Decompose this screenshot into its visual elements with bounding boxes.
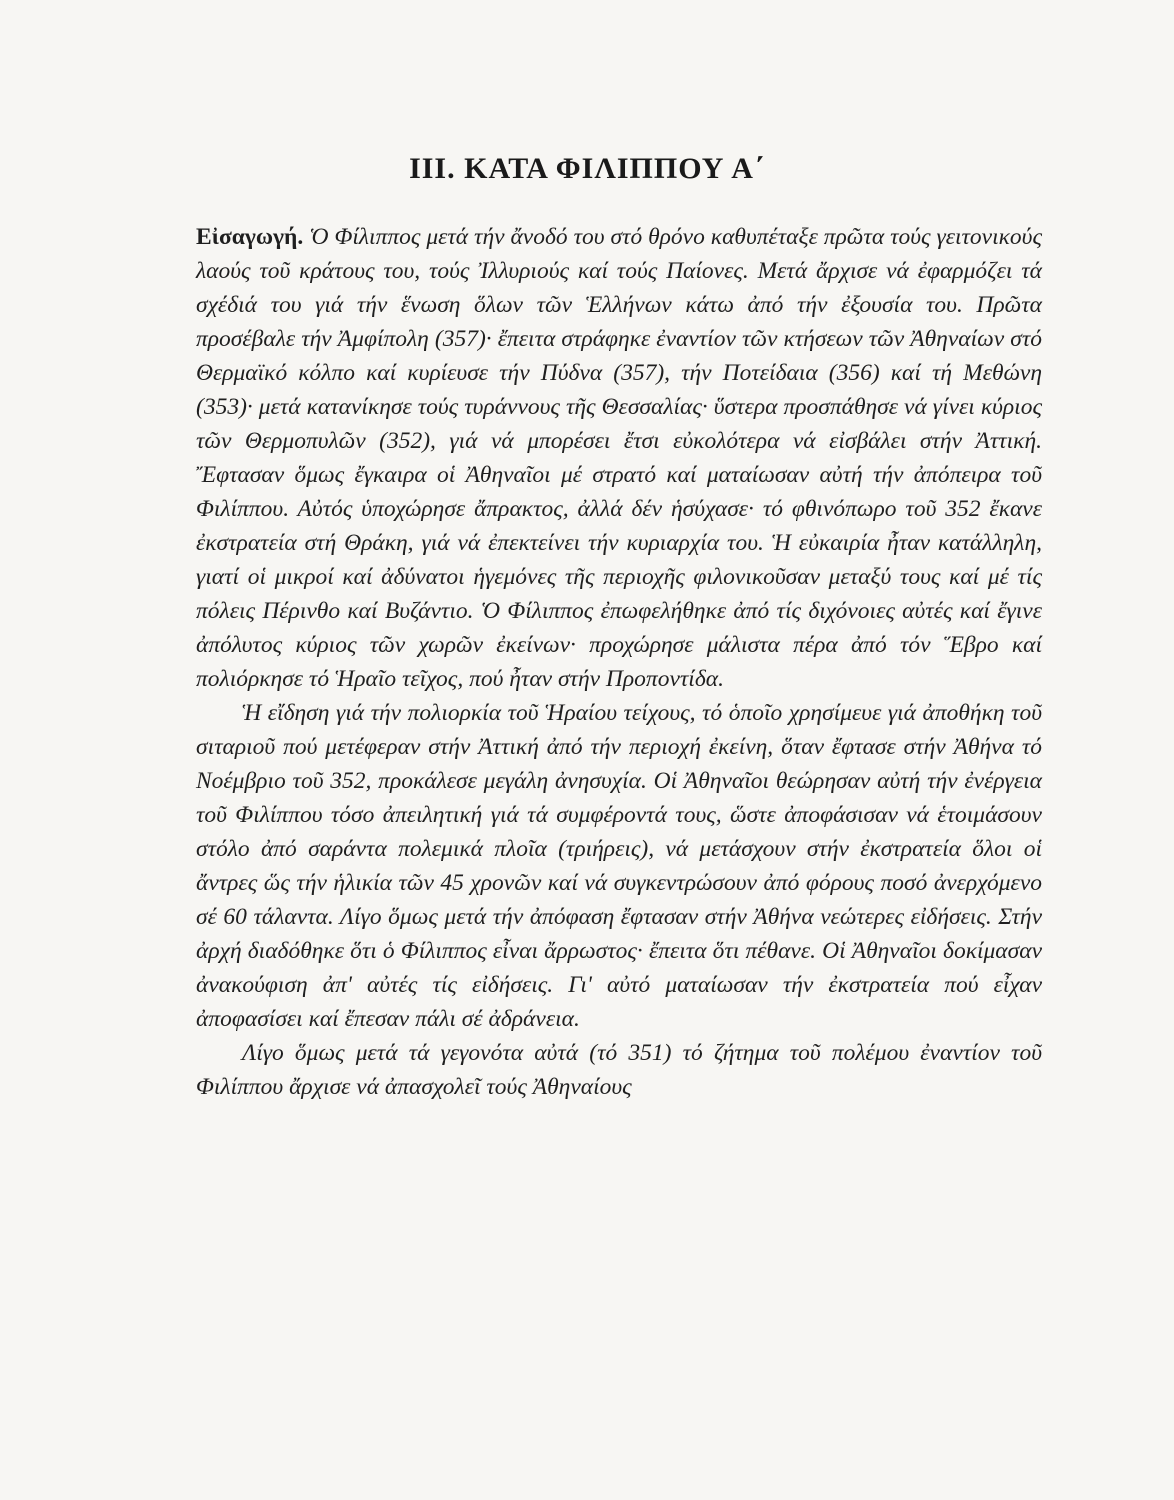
- paragraph-3: Λίγο ὅμως μετά τά γεγονότα αὐτά (τό 351) τό ζήτημα τοῦ πολέμου ἐναντίον τοῦ Φιλίππου ἄρχισε νά ἀπασχολεῖ τούς Ἀθηναίους: [196, 1040, 1042, 1100]
- chapter-title: III. ΚΑΤΑ ΦΙΛΙΠΠΟΥ Α΄: [409, 152, 765, 185]
- paragraph-introduction: [196, 220, 1042, 696]
- paragraph-1-text: Ὁ Φίλιππος μετά τήν ἄνοδό του στό θρόνο καθυπέταξε πρῶτα τούς γειτονικούς λαούς τοῦ κράτους του, τούς Ἰλλυριούς καί τούς Παίονες. Μετά ἄρχισε νά ἐφαρμόζει τά σχέδιά του γιά τήν ἕνωση ὅλων τῶν Ἑλλήνων κάτω ἀπό τήν ἐξουσία του. Πρῶτα προσέβαλε τήν Ἀμφίπολη (357)· ἔπειτα στράφηκε ἐναντίον τῶν κτήσεων τῶν Ἀθηναίων στό Θερμαϊκό κόλπο καί κυρίευσε τήν Πύδνα (357), τήν Ποτείδαια (356) καί τή Μεθώνη (353)· μετά κατανίκησε τούς τυράννους τῆς Θεσσαλίας· ὕστερα προσπάθησε νά γίνει κύριος τῶν Θερμοπυλῶν (352), γιά νά μπορέσει ἔτσι εὐκολότερα νά εἰσβάλει στήν Ἀττική. Ἔφτασαν ὅμως ἔγκαιρα οἱ Ἀθηναῖοι μέ στρατό καί ματαίωσαν αὐτή τήν ἀπόπειρα τοῦ Φιλίππου. Αὐτός ὑποχώρησε ἄπρακτος, ἀλλά δέν ἡσύχασε· τό φθινόπωρο τοῦ 352 ἔκανε ἐκστρατεία στή Θράκη, γιά νά ἐπεκτείνει τήν κυριαρχία του. Ἡ εὐκαιρία ἦταν κατάλληλη, γιατί οἱ μικροί καί ἀδύνατοι ἡγεμόνες τῆς περιοχῆς φιλονικοῦσαν μεταξύ τους καί μέ τίς πόλεις Πέρινθο καί Βυζάντιο. Ὁ Φίλιππος ἐπωφελήθηκε ἀπό τίς διχόνοιες αὐτές καί ἔγινε ἀπόλυτος κύριος τῶν χωρῶν ἐκείνων· προχώρησε μάλιστα πέρα ἀπό τόν Ἕβρο καί πολιόρκησε τό Ἡραῖο τεῖχος, πού ἦταν στήν Προποντίδα.: [196, 224, 1042, 692]
- paragraph-2: Ἡ εἴδηση γιά τήν πολιορκία τοῦ Ἡραίου τείχους, τό ὁποῖο χρησίμευε γιά ἀποθήκη τοῦ σιταριοῦ πού μετέφεραν στήν Ἀττική ἀπό τήν περιοχή ἐκείνη, ὅταν ἔφτασε στήν Ἀθήνα τό Νοέμβριο τοῦ 352, προκάλεσε μεγάλη ἀνησυχία. Οἱ Ἀθηναῖοι θεώρησαν αὐτή τήν ἐνέργεια τοῦ Φιλίππου τόσο ἀπειλητική γιά τά συμφέροντά τους, ὥστε ἀποφάσισαν νά ἑτοιμάσουν στόλο ἀπό σαράντα πολεμικά πλοῖα (τριήρεις), νά μετάσχουν στήν ἐκστρατεία ὅλοι οἱ ἄντρες ὥς τήν ἡλικία τῶν 45 χρονῶν καί νά συγκεντρώσουν ἀπό φόρους ποσό ἀνερχόμενο σέ 60 τάλαντα. Λίγο ὅμως μετά τήν ἀπόφαση ἔφτασαν στήν Ἀθήνα νεώτερες εἰδήσεις. Στήν ἀρχή διαδόθηκε ὅτι ὁ Φίλιππος εἶναι ἄρρωστος· ἔπειτα ὅτι πέθανε. Οἱ Ἀθηναῖοι δοκίμασαν ἀνακούφιση ἀπ' αὐτές τίς εἰδήσεις. Γι' αὐτό ματαίωσαν τήν ἐκστρατεία πού εἶχαν ἀποφασίσει καί ἔπεσαν πάλι σέ ἀδράνεια.: [196, 700, 1042, 1032]
- introduction-label: Εἰσαγωγή.: [196, 224, 304, 250]
- body-text: [196, 220, 1042, 1104]
